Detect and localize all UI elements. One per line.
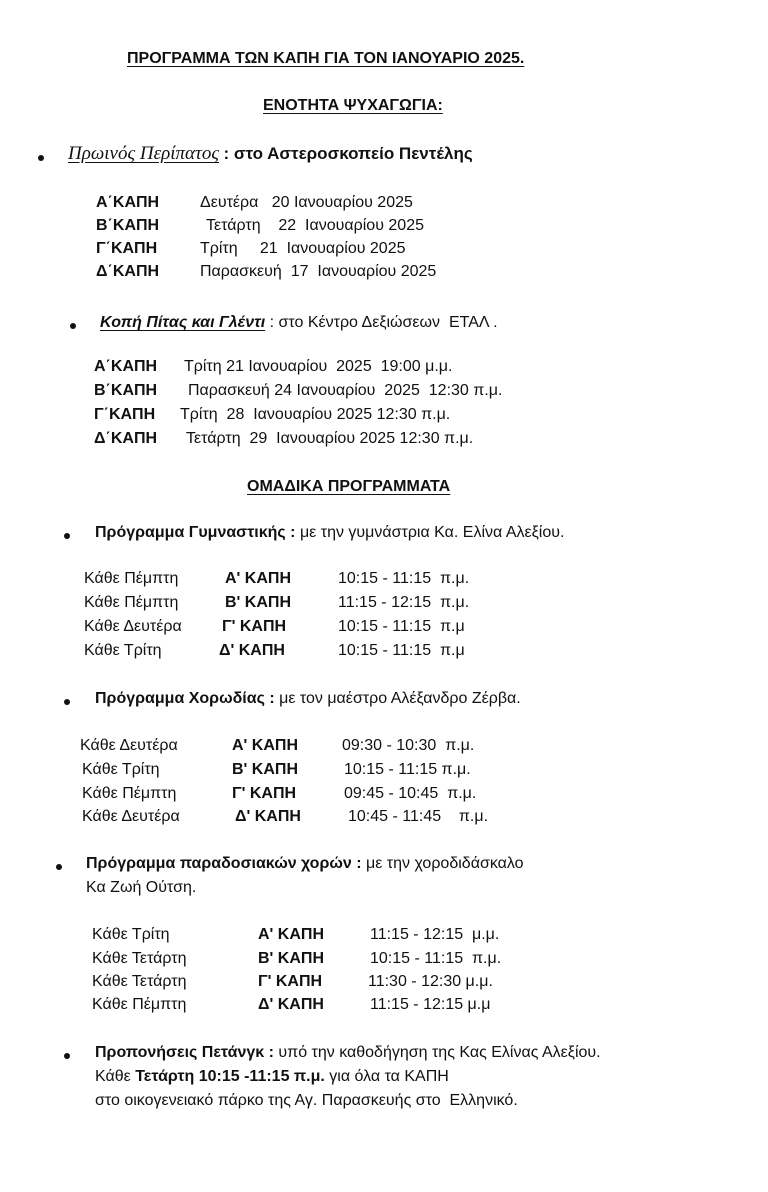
- choir-time: 09:45 - 10:45 π.μ.: [344, 785, 477, 802]
- pita-location: : στο Κέντρο Δεξιώσεων ΕΤΑΛ .: [269, 314, 498, 331]
- pita-date: Τρίτη 21 Ιανουαρίου 2025 19:00 μ.μ.: [184, 358, 453, 375]
- pita-date: Τρίτη 28 Ιανουαρίου 2025 12:30 π.μ.: [180, 406, 451, 423]
- gym-time: 10:15 - 11:15 π.μ: [338, 642, 465, 659]
- choir-kapi: Β' ΚΑΠΗ: [232, 761, 299, 778]
- walk-date: Τετάρτη 22 Ιανουαρίου 2025: [206, 217, 424, 234]
- choir-day: Κάθε Τρίτη: [82, 761, 160, 778]
- bullet-icon: [56, 864, 62, 870]
- gym-time: 10:15 - 11:15 π.μ: [338, 618, 465, 635]
- gym-kapi: Δ' ΚΑΠΗ: [219, 642, 285, 659]
- bullet-icon: [70, 323, 76, 329]
- pita-kapi: Γ΄ΚΑΠΗ: [94, 406, 156, 423]
- dance-kapi: Α' ΚΑΠΗ: [258, 926, 325, 943]
- gym-heading: [95, 524, 564, 542]
- bullet-icon: [38, 155, 44, 161]
- petanque-for-all: για όλα τα ΚΑΠΗ: [324, 1068, 449, 1085]
- walk-kapi: Α΄ΚΑΠΗ: [96, 194, 160, 211]
- choir-conductor: με τον μαέστρο Αλέξανδρο Ζέρβα.: [274, 690, 521, 707]
- choir-day: Κάθε Δευτέρα: [80, 737, 178, 754]
- dance-day: Κάθε Τετάρτη: [92, 950, 187, 967]
- pita-kapi: Α΄ΚΑΠΗ: [94, 358, 158, 375]
- dance-time: 11:15 - 12:15 μ.μ: [370, 996, 491, 1013]
- dance-day: Κάθε Τρίτη: [92, 926, 170, 943]
- gym-label: Πρόγραμμα Γυμναστικής :: [95, 524, 296, 541]
- walk-date: Τρίτη 21 Ιανουαρίου 2025: [200, 240, 406, 257]
- pita-date: Παρασκευή 24 Ιανουαρίου 2025 12:30 π.μ.: [188, 382, 503, 399]
- dance-instructor-name: Κα Ζωή Ούτση.: [86, 879, 197, 896]
- choir-time: 09:30 - 10:30 π.μ.: [342, 737, 475, 754]
- dance-kapi: Δ' ΚΑΠΗ: [258, 996, 324, 1013]
- dance-heading: [86, 855, 524, 873]
- pita-kapi: Δ΄ΚΑΠΗ: [94, 430, 158, 447]
- walk-date: Παρασκευή 17 Ιανουαρίου 2025: [200, 263, 437, 280]
- walk-kapi: Γ΄ΚΑΠΗ: [96, 240, 158, 257]
- gym-day: Κάθε Πέμπτη: [84, 594, 179, 611]
- dance-kapi: Γ' ΚΑΠΗ: [258, 973, 323, 990]
- dance-day: Κάθε Τετάρτη: [92, 973, 187, 990]
- walk-heading: [68, 143, 473, 165]
- walk-kapi: Β΄ΚΑΠΗ: [96, 217, 160, 234]
- gym-time: 11:15 - 12:15 π.μ.: [338, 594, 470, 611]
- gym-kapi: Γ' ΚΑΠΗ: [222, 618, 287, 635]
- dance-kapi: Β' ΚΑΠΗ: [258, 950, 325, 967]
- gym-kapi: Β' ΚΑΠΗ: [225, 594, 292, 611]
- choir-kapi: Δ' ΚΑΠΗ: [235, 808, 301, 825]
- petanque-label: Προπονήσεις Πετάνγκ :: [95, 1044, 274, 1061]
- gym-day: Κάθε Τρίτη: [84, 642, 162, 659]
- choir-time: 10:45 - 11:45 π.μ.: [348, 808, 489, 825]
- dance-time: 11:15 - 12:15 μ.μ.: [370, 926, 500, 943]
- walk-kapi: Δ΄ΚΑΠΗ: [96, 263, 160, 280]
- pita-label: Κοπή Πίτας και Γλέντι: [100, 314, 266, 331]
- bullet-icon: [64, 533, 70, 539]
- gym-day: Κάθε Πέμπτη: [84, 570, 179, 587]
- choir-kapi: Α' ΚΑΠΗ: [232, 737, 299, 754]
- page-title: ΠΡΟΓΡΑΜΜΑ ΤΩΝ ΚΑΠΗ ΓΙΑ ΤΟΝ ΙΑΝΟΥΑΡΙΟ 2025.: [127, 50, 525, 67]
- petanque-schedule: [95, 1068, 449, 1086]
- gym-kapi: Α' ΚΑΠΗ: [225, 570, 292, 587]
- gym-instructor: με την γυμνάστρια Κα. Ελίνα Αλεξίου.: [295, 524, 565, 541]
- pita-heading: [100, 314, 498, 332]
- bullet-icon: [64, 1053, 70, 1059]
- petanque-time: Τετάρτη 10:15 -11:15 π.μ.: [135, 1068, 325, 1085]
- dance-instructor: με την χοροδιδάσκαλο: [361, 855, 524, 872]
- petanque-location: στο οικογενειακό πάρκο της Αγ. Παρασκευής στο Ελληνικό.: [95, 1092, 518, 1109]
- choir-day: Κάθε Πέμπτη: [82, 785, 177, 802]
- walk-location: : στο Αστεροσκοπείο Πεντέλης: [223, 144, 473, 163]
- bullet-icon: [64, 699, 70, 705]
- dance-label: Πρόγραμμα παραδοσιακών χορών :: [86, 855, 362, 872]
- petanque-coach: υπό την καθοδήγηση της Κας Ελίνας Αλεξίου.: [273, 1044, 601, 1061]
- section-title-group: ΟΜΑΔΙΚΑ ΠΡΟΓΡΑΜΜΑΤΑ: [247, 478, 451, 495]
- choir-time: 10:15 - 11:15 π.μ.: [344, 761, 471, 778]
- choir-day: Κάθε Δευτέρα: [82, 808, 180, 825]
- pita-date: Τετάρτη 29 Ιανουαρίου 2025 12:30 π.μ.: [186, 430, 474, 447]
- gym-time: 10:15 - 11:15 π.μ.: [338, 570, 470, 587]
- walk-date: Δευτέρα 20 Ιανουαρίου 2025: [200, 194, 413, 211]
- petanque-heading: [95, 1044, 601, 1062]
- walk-label: Πρωινός Περίπατος: [68, 143, 220, 164]
- section-title-entertainment: ΕΝΟΤΗΤΑ ΨΥΧΑΓΩΓΙΑ:: [263, 97, 443, 114]
- gym-day: Κάθε Δευτέρα: [84, 618, 182, 635]
- choir-kapi: Γ' ΚΑΠΗ: [232, 785, 297, 802]
- petanque-every: Κάθε: [95, 1068, 136, 1085]
- dance-time: 11:30 - 12:30 μ.μ.: [368, 973, 493, 990]
- dance-time: 10:15 - 11:15 π.μ.: [370, 950, 502, 967]
- dance-day: Κάθε Πέμπτη: [92, 996, 187, 1013]
- choir-label: Πρόγραμμα Χορωδίας :: [95, 690, 275, 707]
- choir-heading: [95, 690, 521, 708]
- pita-kapi: Β΄ΚΑΠΗ: [94, 382, 158, 399]
